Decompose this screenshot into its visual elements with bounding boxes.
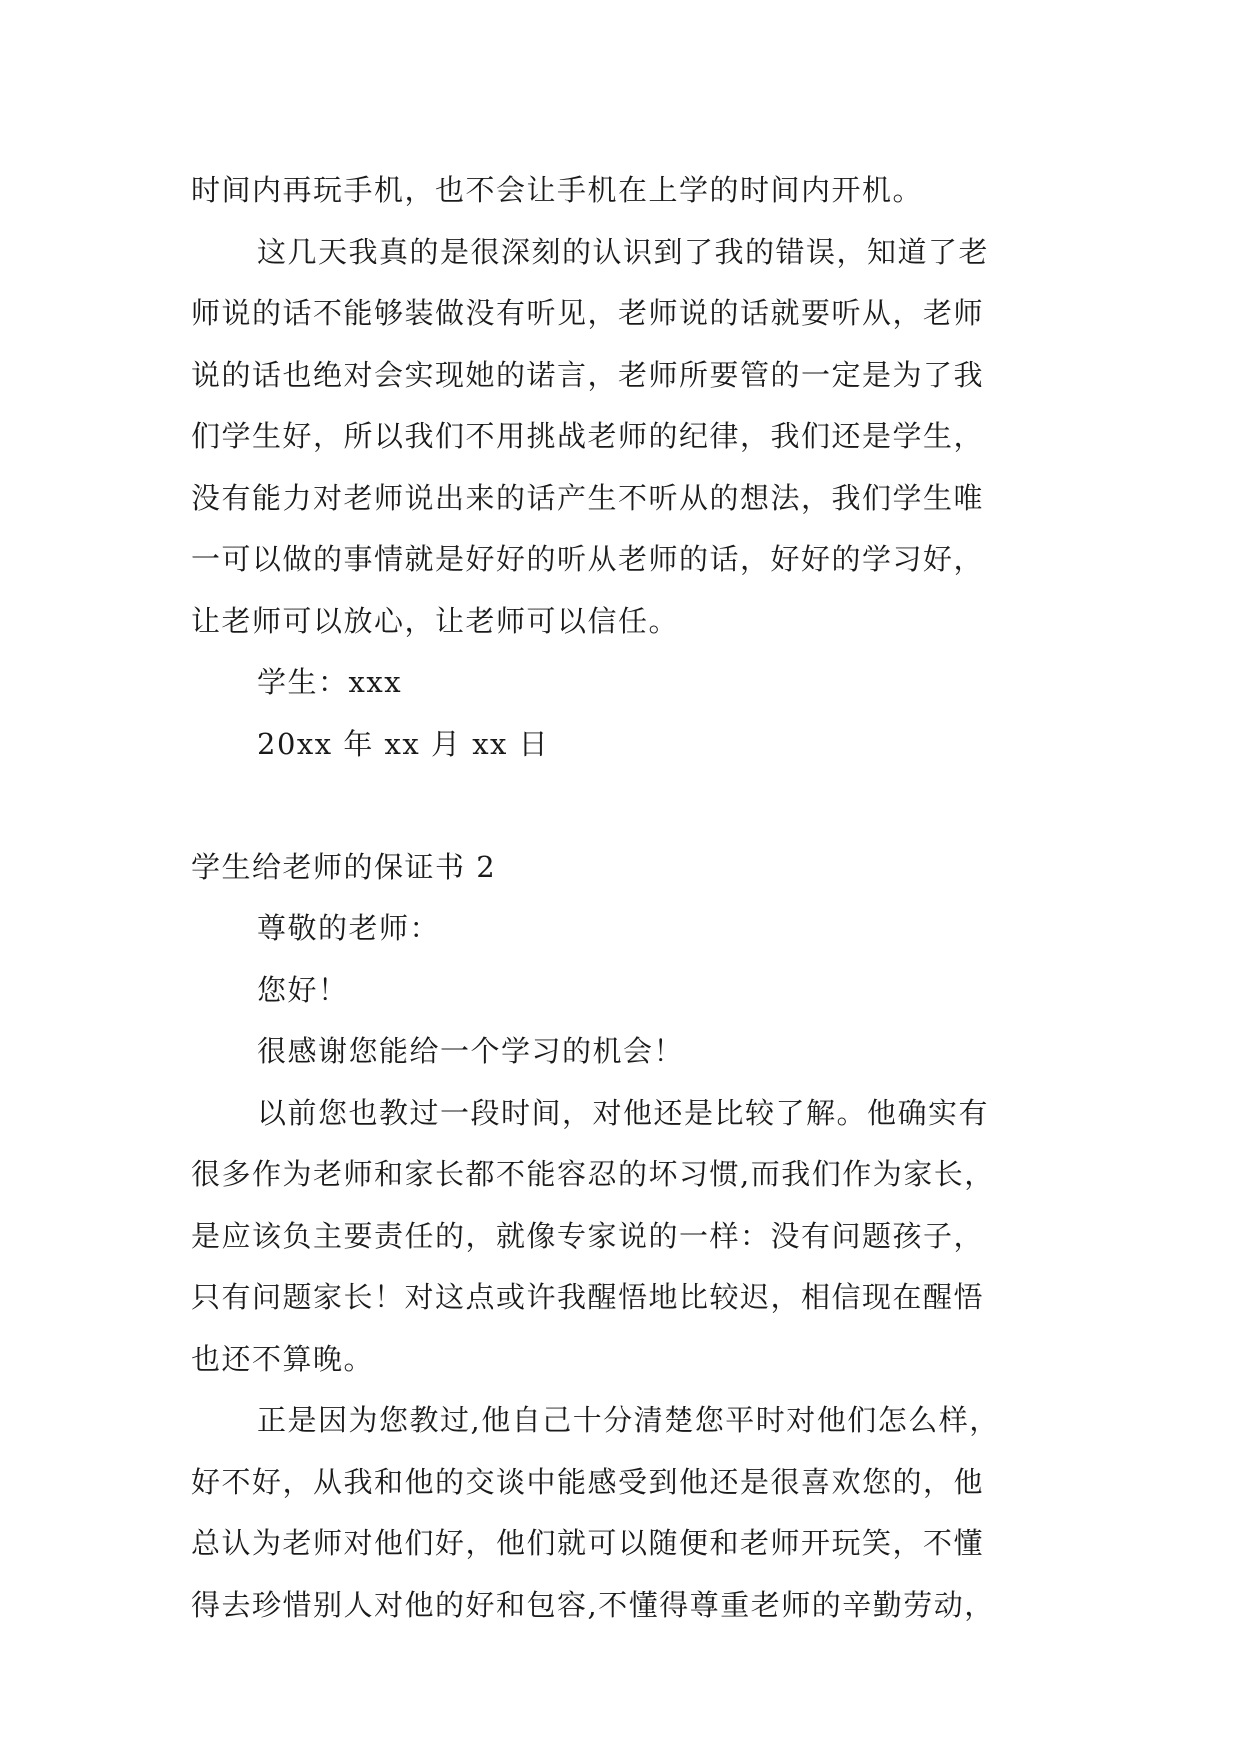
blank-line (191, 775, 1053, 837)
text-line: 师说的话不能够装做没有听见，老师说的话就要听从，老师 (191, 296, 985, 330)
text-line: 们学生好，所以我们不用挑战老师的纪律，我们还是学生， (191, 419, 985, 453)
paragraph-start: 以前您也教过一段时间，对他还是比较了解。他确实有 (257, 1095, 990, 1130)
paragraph-start: 这几天我真的是很深刻的认识到了我的错误，知道了老 (257, 234, 990, 269)
section-title: 学生给老师的保证书 2 (191, 849, 497, 884)
salutation: 尊敬的老师： (257, 911, 441, 945)
text-line: 是应该负主要责任的，就像专家说的一样：没有问题孩子， (191, 1218, 985, 1253)
greeting: 您好！ (257, 972, 349, 1007)
text-line: 让老师可以放心，让老师可以信任。 (191, 603, 680, 638)
text-line: 没有能力对老师说出来的话产生不听从的想法，我们学生唯 (191, 480, 985, 515)
text-line: 一可以做的事情就是好好的听从老师的话，好好的学习好， (191, 542, 985, 576)
text-line: 得去珍惜别人对他的好和包容,不懂得尊重老师的辛勤劳动， (191, 1587, 995, 1622)
paragraph-start: 正是因为您教过,他自己十分清楚您平时对他们怎么样， (257, 1403, 1000, 1437)
signature-student: 学生：xxx (257, 665, 403, 699)
text-line: 好不好，从我和他的交谈中能感受到他还是很喜欢您的，他 (191, 1464, 985, 1499)
paragraph-start: 很感谢您能给一个学习的机会！ (257, 1034, 685, 1068)
text-line: 也还不算晚。 (191, 1341, 375, 1376)
signature-date: 20xx 年 xx 月 xx 日 (257, 726, 550, 761)
text-line: 说的话也绝对会实现她的诺言，老师所要管的一定是为了我 (191, 357, 985, 392)
text-line: 时间内再玩手机，也不会让手机在上学的时间内开机。 (191, 173, 924, 207)
text-line: 总认为老师对他们好，他们就可以随便和老师开玩笑，不懂 (191, 1526, 985, 1560)
document-page (191, 160, 1053, 1636)
text-line: 只有问题家长！对这点或许我醒悟地比较迟，相信现在醒悟 (191, 1280, 985, 1314)
text-line: 很多作为老师和家长都不能容忍的坏习惯,而我们作为家长， (191, 1157, 995, 1191)
